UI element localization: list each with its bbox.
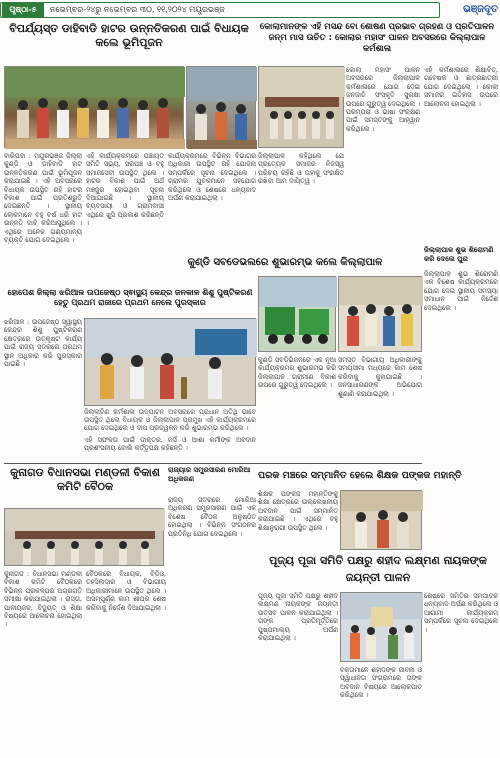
jayanti-photo [340, 592, 422, 662]
masthead-logo: ଭଞ୍ଜଦୂତ [462, 4, 498, 15]
hat-story-column-3: କାର୍ଯ୍ୟକ୍ରମରେ ବିଭିନ୍ନ ବିଭାଗର ଅଧିକାରୀ ଉପସ୍ଥିତ ରହି ଯୋଜନା ସମ୍ପର୍କରେ ସୂଚନା ଦେଇଥିଲେ । ଗ୍ରାମର ଯୁବକମାନେ ସହଯୋଗ କରିଥିଲେ ଓ ଶେଷରେ ଧନ୍ୟବାଦ ଅର୍ପଣ କରାଯାଇଥିଲା । [168, 152, 256, 203]
hospital-story-column-3: ଏହି ସଫଳତା ପାଇଁ ଡାକ୍ତର, ନର୍ସ ଓ ଆଶା କର୍ମୀଙ୍କ ଅବଦାନ ପ୍ରଶଂସନୀୟ ବୋଲି କର୍ତ୍ତୃପକ୍ଷ କହିଛନ୍ତି । [84, 436, 256, 453]
teacher-honour-image [341, 491, 423, 551]
festival-story-column-2: କୁଣ୍ଡି ସବଡିଭିଜନରେ ଏକ ନୂଆ କାର୍ଯ୍ୟକ୍ରମର ଶୁଭାରମ୍ଭ କରି ଜିଲ୍ଲାପାଳ ଗ୍ରାମୀଣ ବିକାଶ ଉପରେ ଗୁରୁତ୍ୱ ଦେଇଥିଲେ । [258, 356, 336, 390]
hospital-story-column-1: ଝରିଆଳ : ଉପଜେଷ୍ଠ ସ୍ୱାସ୍ଥ୍ୟ କେନ୍ଦ୍ର ଶିଶୁ ପୁଷ୍ଟିକରଣ କ୍ଷେତ୍ରରେ ଉତ୍କୃଷ୍ଟ କାର୍ଯ୍ୟ ପାଇଁ ରାଜ୍ୟ ସ୍ତରରେ ପ୍ରଥମ ସ୍ଥାନ ଅଧିକାର କରି ପୁରସ୍କାର ପାଇଛି । [4, 318, 82, 369]
hat-story-column-1: ବାରିପଦା : ମୟୂରଭଞ୍ଜ ଜିଲ୍ଲା କୁଣ୍ଡି ଓ ଡାହିବାଡି ହାଟ ଉନ୍ନତିକରଣ ପାଇଁ ଭୂମିପୂଜନ କରାଯାଇଛି । ଏହି ଅବସରରେ ବିଧାୟକ ଉପସ୍ଥିତ ରହି ହାଟର ବିକାଶ ପାଇଁ ପ୍ରତିଶ୍ରୁତି ଦେଇଛନ୍ତି । ସ୍ଥାନୀୟ ଲୋକମାନେ ବହୁ ବର୍ଷ ଧରି ହାଟ ଉନ୍ନତି ଦାବି କରିଆସୁଥିଲେ । ଏଥିରେ ଅନେକ ଗଣ୍ୟମାନ୍ୟ ବ୍ୟକ୍ତି ଯୋଗ ଦେଇଥିଲେ । [4, 152, 82, 245]
issue-date: ନଭେମ୍ବର-୨୪ରୁ ନଭେମ୍ବର ୩୦, ୧୧,୨୦୨୪ ମୟୂରଭଞ୍ଜ [50, 5, 225, 14]
side-story-text: ଜିଲ୍ଲାପାଳ ଶୁଭ ଶିରୋମଣି ଏକ ବିଶେଷ କାର୍ଯ୍ୟକ୍ରମରେ ଯୋଗ ଦେଇ ସ୍ଥାନୀୟ ସମସ୍ୟା ସମାଧାନ ପାଇଁ ନିର୍ଦ୍ଦେଶ ଦେଇଥିଲେ । [424, 270, 498, 312]
lamp-lighting-photo [84, 318, 256, 406]
lamp-lighting-image [85, 319, 257, 407]
jayanti-story-column-2: ବକ୍ତାମାନେ ଶହୀଦଙ୍କ ଜୀବନୀ ଓ ସ୍ୱାଧୀନତା ସଂଗ୍ରାମରେ ତାଙ୍କ ଅବଦାନ ବିଷୟରେ ଆଲୋକପାତ କରିଥିଲେ । [340, 666, 422, 700]
small-story-title: ରାଜ୍ୟାର ସମ୍ପ୍ରସାରଣ ମୋରିଆ ଅଧିକରଣ [168, 466, 251, 483]
kunagad-story-column-1: କୁନାଗଡ : ବିଧାନସଭା ମଣ୍ଡଳୀ ବିକାଶ କମିଟି ବୈଠକରେ ବିଭିନ୍ନ ପ୍ରକଳ୍ପର ଅଗ୍ରଗତି ସମୀକ୍ଷା କରାଯାଇଥିଲା । ରାସ୍ତା, ପାନୀୟଜଳ, ବିଦ୍ୟୁତ୍ ଓ ଶିକ୍ଷା ବିଷୟରେ ଆଲୋଚନା ହୋଇଥିଲା । [4, 570, 82, 629]
committee-meeting-photo [4, 508, 164, 566]
hat-story-column-2: ଏହି କାର୍ଯ୍ୟକ୍ରମରେ ପଞ୍ଚାୟତ ସମିତି ସଭ୍ୟ, ସରପଞ୍ଚ ଓ ବହୁ ସମାଜସେବୀ ଉପସ୍ଥିତ ଥିଲେ । ହାଟର ବିକାଶ ପାଇଁ ଅର୍ଥ ମଞ୍ଜୁର ହୋଇଥିବା ସୂଚନା ଦିଆଯାଇଛି । ସ୍ଥାନୀୟ ବ୍ୟବସାୟୀ ଓ ଗ୍ରାମବାସୀ ଏଥିରେ ଖୁସି ପ୍ରକାଶ କରିଛନ୍ତି । [86, 152, 164, 228]
section-divider [4, 463, 422, 464]
kunagad-headline: କୁନାଗଡ ବିଧାନସଭା ମଣ୍ଡଳୀ ବିକାଶ କମିଟି ବୈଠକ [10, 466, 160, 493]
event-crowd-image [187, 67, 257, 149]
side-story-title: ଜିଲ୍ଲାପାଳ ଶୁଭ ଶିରୋମଣି କରି ଦେଲେ ପୁର [424, 246, 494, 263]
kunagad-story-column-2: ବୈଠକରେ ବିଧାୟକ, ବିଡିଓ, ତହସିଲଦାର ଓ ବିଭାଗୀୟ ଅଧିକାରୀମାନେ ଉପସ୍ଥିତ ଥିଲେ । ଅସମ୍ପୂର୍ଣ୍ଣ କାମ ଶୀଘ୍ର ଶେଷ କରିବାକୁ ନିର୍ଦ୍ଦେଶ ଦିଆଯାଇଥିଲା । [86, 570, 166, 612]
teacher-award-photo [340, 490, 422, 550]
teacher-headline: ପରକ ମଞ୍ଚରେ ସମ୍ମାନିତ ହେଲେ ଶିକ୍ଷକ ପଙ୍କଜ ମହାନ୍ତି [258, 470, 462, 481]
page-header [0, 0, 500, 20]
small-story-text: ରାଜ୍ୟ ସ୍ତରରେ ମୋରିଆ ଅଧିକରଣ ସମ୍ପ୍ରସାରଣ ପାଇଁ ଏକ ବିଶେଷ ବୈଠକ ଅନୁଷ୍ଠିତ ହୋଇଥିଲା । ବିଭିନ୍ନ ସଂଗଠନର ପ୍ରତିନିଧି ଯୋଗ ଦେଇଥିଲେ । [168, 496, 256, 538]
hat-ceremony-photo [4, 66, 184, 148]
kola-story-column-3: ଜିଲ୍ଲାପାଳ କହିଥିଲେ ଯେ ପ୍ରତ୍ୟେକ ସମାଜର ନିଜସ୍ୱ ପରିଚୟ ରହିଛି ଓ ତାହାକୁ ସଂରକ୍ଷିତ ରଖିବା ଆମ ଦାୟିତ୍ୱ । [258, 152, 344, 186]
hospital-headline: ହୋପେଶ ଜିଲ୍ଲା ଝରିଆଳ ଉପଜେଷ୍ଠ ସ୍ଵାସ୍ଥ୍ୟ କେନ୍ଦ୍ର ଜନକାଳ ଶିଶୁ ପୁଷ୍ଟିକରଣ ହେତୁ ପ୍ରଥମ ରାଜାରେ ପ୍ରଥମ ନେଲେ ପୁରସ୍କାର [7, 288, 253, 307]
jayanti-story-column-3: ଶେଷରେ ସମିତିର ସମ୍ପାଦକ ଧନ୍ୟବାଦ ଅର୍ପଣ କରିଥିଲେ ଓ ଆଗାମୀ କାର୍ଯ୍ୟକ୍ରମ ସମ୍ପର୍କରେ ସୂଚନା ଦେଇଥିଲେ । [424, 592, 498, 634]
kola-story-column-1: କୋଲା ମହାସଂ ପାଳନ ଅବସରରେ ଜିଲ୍ଲାପାଳ କର୍ମଶାଳାରେ ଯୋଗ ଦେଇ ଜନଜାତି ସଂସ୍କୃତି ସୁରକ୍ଷା ଉପରେ ଗୁରୁତ୍ୱ ଦେଇଥିଲେ । ପରମ୍ପରା ଓ ଭାଷା ସଂରକ୍ଷଣ ପାଇଁ ସମସ୍ତଙ୍କୁ ଆହ୍ୱାନ କରିଥିଲେ । [346, 66, 420, 133]
festival-headline: କୁଣ୍ଡି ସବଡେଭଲରେ ଶୁଭାରମ୍ଭ କଲେ କିଲ୍ଲାପାଳ [187, 257, 383, 268]
group-of-people-image [5, 67, 185, 149]
jayanti-story-column-1: ପୂଜ୍ୟ ପୂଜା ସମିତି ପକ୍ଷରୁ ଶହୀଦ ଲକ୍ଷ୍ମଣ ନାୟକଙ୍କ ଜୟନ୍ତୀ ଉତ୍ସବ ପାଳନ କରାଯାଇଥିଲା । ତାଙ୍କ ପ୍ରତିମୂର୍ତ୍ତିରେ ପୁଷ୍ପମାଲ୍ୟ ଅର୍ପଣ କରାଯାଇଥିଲା । [258, 592, 338, 643]
award-ceremony-photo [338, 276, 422, 352]
top-right-headline: କୋଲାମାନଙ୍କ ଏହି ମସନ୍ଦ ବୋ ଶୋଷଣ ପ୍ରଭାବ ଗ୍ରହଣ ଓ ପ୍ରତିପାଳନ ଜନ୍ମ ମାସ ଉଚିତ : କୋଲାର ମହାସଂ ପାଳନ ଅବସରରେ କିଲ୍ଲାପାଳ କର୍ମଶାଳା [259, 22, 495, 54]
hospital-photo-caption: ଜିଲ୍ଲାଟିଣ କର୍ମଶାଳା ଉଦ୍‌ଘାଟନ ଅବସରରେ ପ୍ରଧାନ ଅତିଥି ଭାବେ ଉପସ୍ଥିତ ଥିଲେ ବିଧାୟକ ଓ ଜିଲ୍ଲାପାଳ ପ୍ରମୁଖ ଏହି କାର୍ଯ୍ୟକ୍ରମରେ ଯୋଗ ଦେଇଥିଲେ ଓ ଦୀପ ପ୍ରଜ୍ୱଳନ କରି ଶୁଭାରମ୍ଭ କରିଥିଲେ । [84, 408, 256, 432]
green-carts-photo [258, 276, 336, 352]
vehicles-image [259, 277, 337, 353]
workshop-meeting-photo [258, 66, 344, 148]
award-group-image [339, 277, 423, 353]
page-number-badge: ପୃଷ୍ଠା-୫ [2, 3, 44, 17]
meeting-hall-image [259, 67, 345, 149]
tribute-image [341, 593, 423, 663]
jayanti-headline: ପୂଜ୍ୟ ପୂଜା ସମିତି ପକ୍ଷରୁ ଶହୀଦ ଲକ୍ଷ୍ମଣ ନାୟକଙ୍କ ଜୟନ୍ତୀ ପାଳନ [269, 554, 487, 584]
festival-story-column-3: ସମସ୍ତ ବିଭାଗୀୟ ଅଧିକାରୀଙ୍କୁ ସମୟସୀମା ମଧ୍ୟରେ କାମ ଶେଷ କରିବାକୁ କୁହାଯାଇଛି । ଜନସାଧାରଣଙ୍କ ଅଭିଯୋଗ ଶୁଣାଣି କରାଯାଇଥିଲା । [338, 356, 422, 398]
committee-image [5, 509, 165, 567]
top-left-headline: ବିପର୍ଯ୍ୟସ୍ତ ଡାହିବାଡି ହାଟର ଉନ୍ନତିକରଣ ପାଇଁ ବିଧାୟକ କଲେ ଭୂମିପୂଜନ [9, 22, 249, 49]
teacher-story-column-1: ଶିକ୍ଷକ ପଙ୍କଜ ମହାନ୍ତିଙ୍କୁ ଶିକ୍ଷା କ୍ଷେତ୍ରରେ ଉଲ୍ଲେଖନୀୟ ଅବଦାନ ପାଇଁ ସମ୍ମାନିତ କରାଯାଇଛି । ଏଥିରେ ବହୁ ଶିକ୍ଷାନୁରାଗୀ ଉପସ୍ଥିତ ଥିଲେ । [258, 490, 338, 532]
foundation-event-photo [186, 66, 256, 148]
kola-story-column-2: ଏହି କର୍ମଶାଳାରେ ଶିକ୍ଷାବିତ୍, ଗବେଷକ ଓ ଛାତ୍ରଛାତ୍ରୀ ଯୋଗ ଦେଇଥିଲେ । କୋଲା ସମାଜର ଇତିହାସ ଉପରେ ଆଲୋଚନା ହୋଇଥିଲା । [424, 66, 498, 108]
